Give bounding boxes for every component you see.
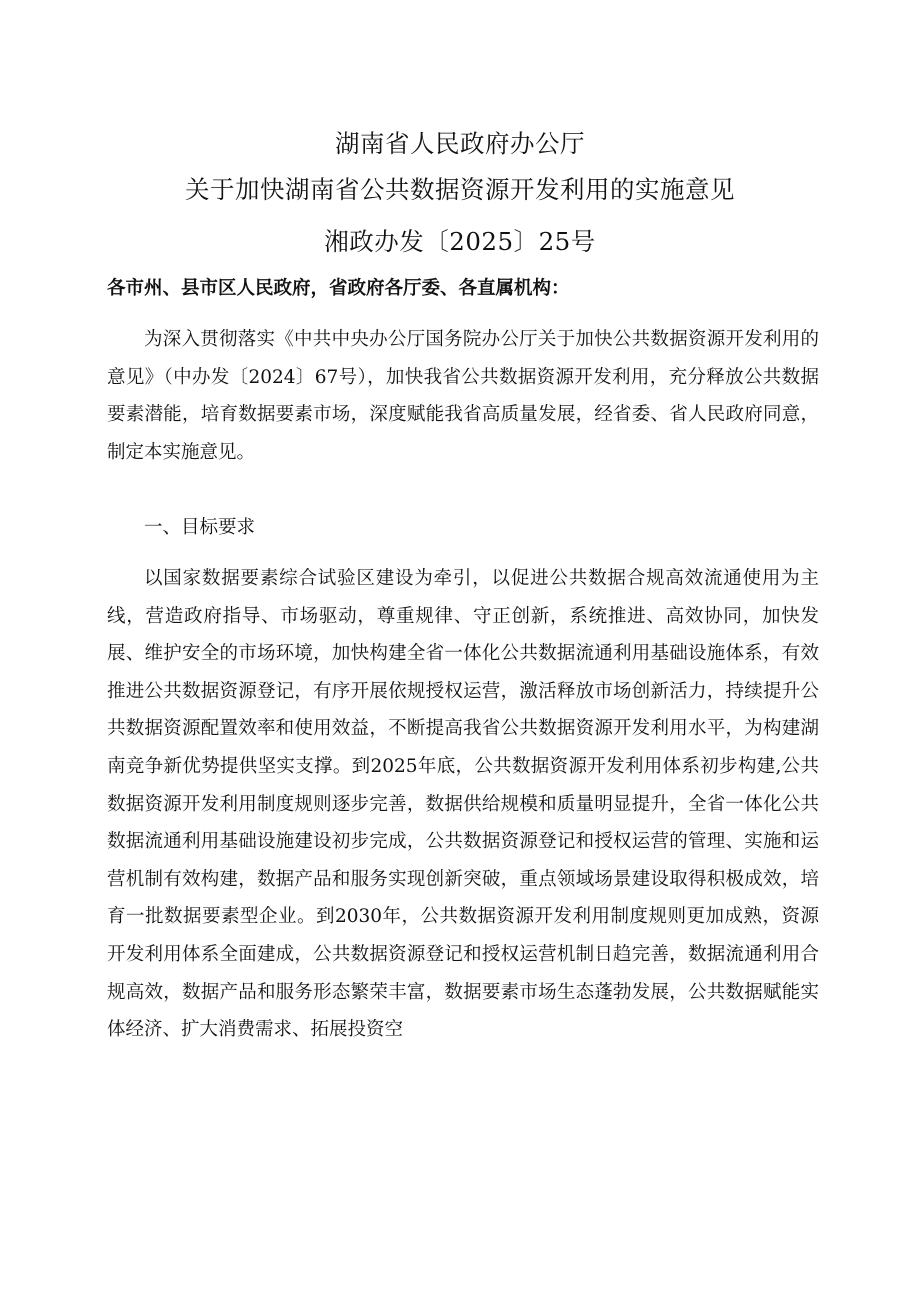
section-paragraph: 以国家数据要素综合试验区建设为牵引，以促进公共数据合规高效流通使用为主线，营造政府指导、市场驱动，尊重规律、守正创新，系统推进、高效协同，加快发展、维护安全的市场环境，加快构建全省一体化公共数据流通利用基础设施体系，有效推进公共数据资源登记，有序开展依规授权运营，激活释放市场创新活力，持续提升公共数据资源配置效率和使用效益，不断提高我省公共数据资源开发利用水平，为构建湖南竞争新优势提供坚实支撑。到2025年底，公共数据资源开发利用体系初步构建,公共数据资源开发利用制度规则逐步完善，数据供给规模和质量明显提升，全省一体化公共数据流通利用基础设施建设初步完成，公共数据资源登记和授权运营的管理、实施和运营机制有效构建，数据产品和服务实现创新突破，重点领域场景建设取得积极成效，培育一批数据要素型企业。到2030年，公共数据资源开发利用制度规则更加成熟，资源开发利用体系全面建成，公共数据资源登记和授权运营机制日趋完善，数据流通利用合规高效，数据产品和服务形态繁荣丰富，数据要素市场生态蓬勃发展，公共数据赋能实体经济、扩大消费需求、拓展投资空 bbox=[107, 568, 819, 1041]
document-title: 关于加快湖南省公共数据资源开发利用的实施意见 bbox=[185, 175, 735, 204]
issuing-office-title: 湖南省人民政府办公厅 bbox=[335, 129, 585, 158]
salutation: 各市州、县市区人民政府，省政府各厅委、各直属机构： bbox=[107, 278, 570, 299]
section-heading: 一、目标要求 bbox=[144, 517, 256, 538]
document-number: 湘政办发〔2025〕25号 bbox=[324, 227, 596, 256]
intro-paragraph: 为深入贯彻落实《中共中央办公厅国务院办公厅关于加快公共数据资源开发利用的意见》（中办发〔2024〕67号），加快我省公共数据资源开发利用，充分释放公共数据要素潜能，培育数据要素市场，深度赋能我省高质量发展，经省委、省人民政府同意，制定本实施意见。 bbox=[107, 329, 819, 463]
